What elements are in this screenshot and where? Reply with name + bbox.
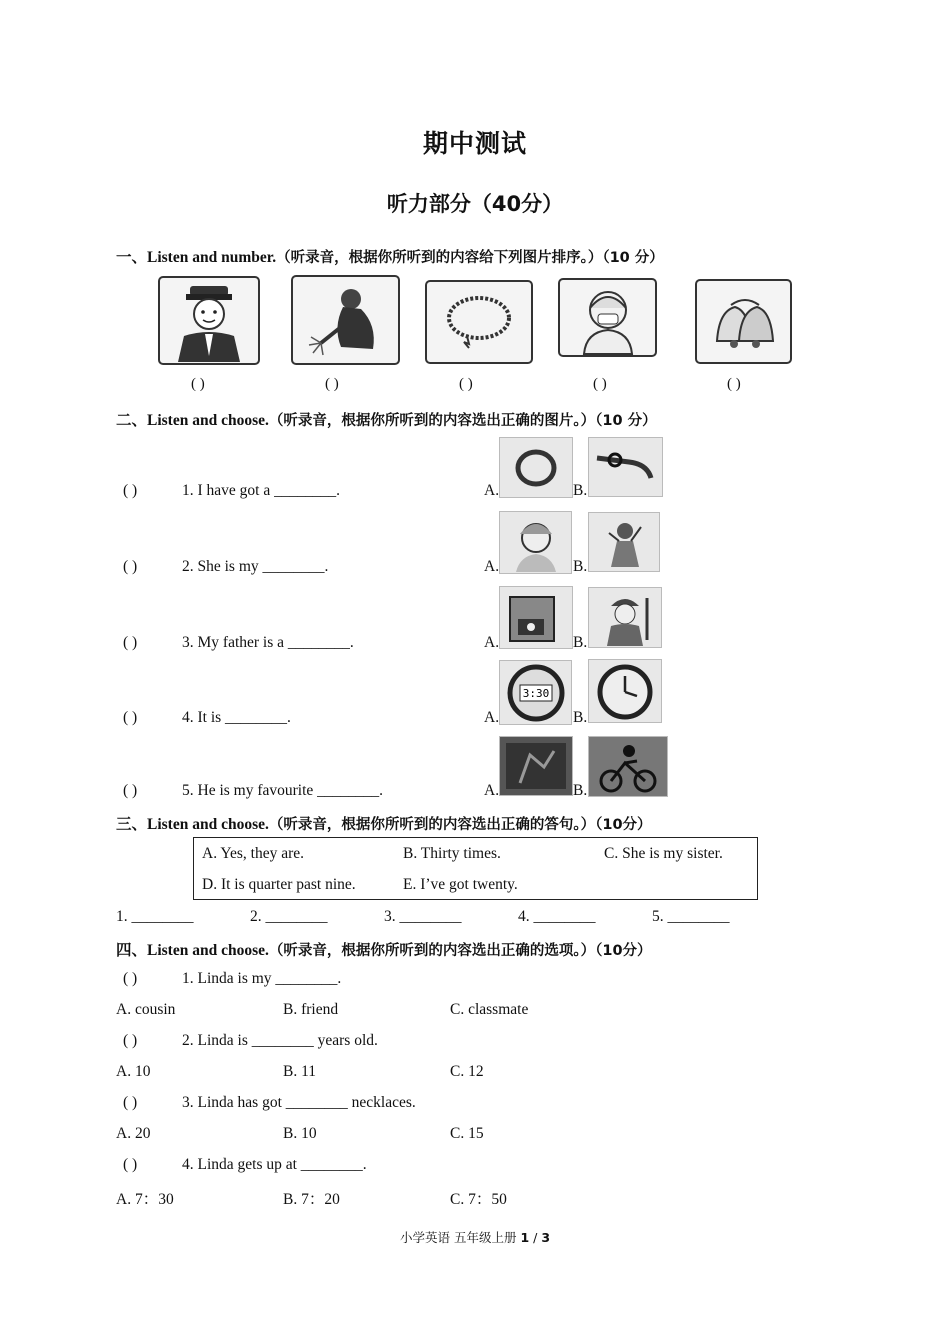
answer-blank[interactable]: ( ) — [123, 1156, 138, 1173]
sick-girl-icon — [558, 278, 657, 357]
option-text: A. Yes, they are. — [202, 845, 305, 862]
question-text: 3. My father is a ________. — [182, 634, 354, 651]
option-text: E. I’ve got twenty. — [403, 876, 518, 893]
page-subtitle: 听力部分（40分） — [386, 192, 564, 216]
woman-image[interactable] — [499, 511, 572, 574]
answer-blank[interactable]: ( ) — [123, 1094, 138, 1111]
answer-blank[interactable]: ( ) — [123, 1032, 138, 1049]
choice-a[interactable]: A. 10 — [116, 1063, 151, 1080]
girl-dancing-image[interactable] — [588, 512, 660, 572]
answer-blank[interactable]: ( ) — [123, 634, 138, 651]
necklace-icon — [425, 280, 533, 364]
digital-clock-image[interactable] — [499, 660, 572, 725]
option-text: C. She is my sister. — [604, 845, 723, 862]
option-text: D. It is quarter past nine. — [202, 876, 356, 893]
bells-icon — [695, 279, 792, 364]
question-text: 2. She is my ________. — [182, 558, 329, 575]
option-b-label: B. — [573, 482, 588, 499]
option-b-label: B. — [573, 634, 588, 651]
section3-heading: 三、Listen and choose.（听录音，根据你所听到的内容选出正确的答句。）（10分） — [116, 816, 652, 833]
answer-blank[interactable]: 1. ________ — [116, 908, 194, 925]
answer-blank[interactable]: ( ) — [123, 970, 138, 987]
page-separator: / — [533, 1230, 538, 1245]
option-a-label: A. — [484, 782, 500, 799]
option-a-label: A. — [484, 482, 500, 499]
answer-blank[interactable]: 5. ________ — [652, 908, 730, 925]
answer-blank[interactable]: ( ) — [459, 376, 473, 392]
cyclist-image[interactable] — [588, 736, 668, 797]
choice-c[interactable]: C. 15 — [450, 1125, 484, 1142]
bracelet-image[interactable] — [499, 437, 573, 498]
choice-b[interactable]: B. 11 — [283, 1063, 317, 1080]
choice-c[interactable]: C. 7：50 — [450, 1191, 507, 1208]
choice-a[interactable]: A. 20 — [116, 1125, 151, 1142]
choice-a[interactable]: A. 7：30 — [116, 1191, 174, 1208]
answer-blank[interactable]: ( ) — [123, 709, 138, 726]
choice-b[interactable]: B. friend — [283, 1001, 339, 1018]
footer-text: 小学英语 五年级上册 — [399, 1230, 517, 1245]
answer-blank[interactable]: ( ) — [123, 482, 138, 499]
section2-heading: 二、Listen and choose.（听录音，根据你所听到的内容选出正确的图片。）（10 分） — [116, 412, 657, 429]
option-b-label: B. — [573, 709, 588, 726]
sport-photo-image[interactable] — [499, 736, 573, 796]
answer-blank[interactable]: 2. ________ — [250, 908, 328, 925]
answer-blank[interactable]: ( ) — [727, 376, 741, 392]
section4-heading: 四、Listen and choose.（听录音，根据你所听到的内容选出正确的选项。）（10分） — [116, 942, 652, 959]
page-title: 期中测试 — [422, 129, 527, 158]
option-text: B. Thirty times. — [403, 845, 501, 862]
question-text: 1. Linda is my ________. — [182, 970, 342, 987]
question-text: 5. He is my favourite ________. — [182, 782, 384, 799]
cleaning-icon — [291, 275, 400, 365]
option-a-label: A. — [484, 558, 500, 575]
worker-image[interactable] — [588, 587, 662, 648]
choice-b[interactable]: B. 10 — [283, 1125, 317, 1142]
hand-bracelet-image[interactable] — [588, 437, 663, 497]
answer-blank[interactable]: 3. ________ — [384, 908, 462, 925]
question-text: 3. Linda has got ________ necklaces. — [182, 1094, 416, 1111]
answer-blank[interactable]: ( ) — [325, 376, 339, 392]
policeman-icon — [158, 276, 260, 365]
analog-clock-image[interactable] — [588, 659, 662, 723]
question-text: 1. I have got a ________. — [182, 482, 340, 499]
answer-blank[interactable]: 4. ________ — [518, 908, 596, 925]
choice-c[interactable]: C. classmate — [450, 1001, 529, 1018]
machine-image[interactable] — [499, 586, 573, 649]
choice-c[interactable]: C. 12 — [450, 1063, 484, 1080]
answer-blank[interactable]: ( ) — [191, 376, 205, 392]
section1-heading: 一、Listen and number.（听录音，根据你所听到的内容给下列图片排序。）（10 分） — [116, 249, 664, 266]
page-total: 3 — [541, 1230, 551, 1245]
question-text: 4. Linda gets up at ________. — [182, 1156, 367, 1173]
choice-b[interactable]: B. 7：20 — [283, 1191, 340, 1208]
answer-blank[interactable]: ( ) — [123, 782, 138, 799]
option-b-label: B. — [573, 558, 588, 575]
question-text: 4. It is ________. — [182, 709, 291, 726]
page-number: 1 — [520, 1230, 530, 1245]
option-a-label: A. — [484, 634, 500, 651]
page-footer — [0, 1228, 950, 1246]
choice-a[interactable]: A. cousin — [116, 1001, 176, 1018]
question-text: 2. Linda is ________ years old. — [182, 1032, 378, 1049]
option-b-label: B. — [573, 782, 588, 799]
answer-blank[interactable]: ( ) — [593, 376, 607, 392]
svg-text:3:30: 3:30 — [522, 687, 550, 700]
option-a-label: A. — [484, 709, 500, 726]
answer-blank[interactable]: ( ) — [123, 558, 138, 575]
